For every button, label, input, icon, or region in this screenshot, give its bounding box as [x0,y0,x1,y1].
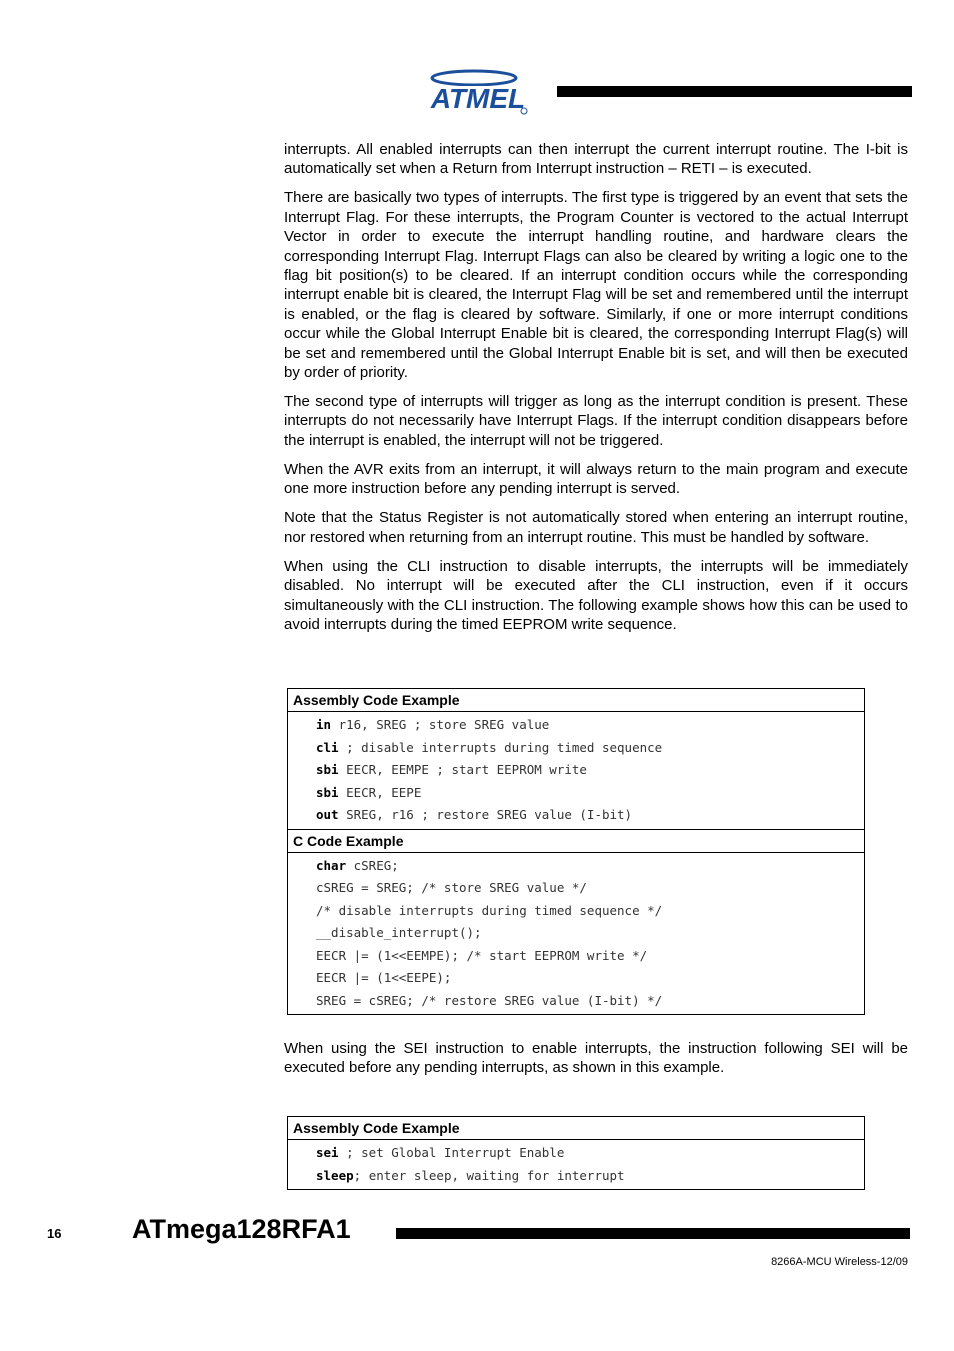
asm-code-header: Assembly Code Example [288,689,864,712]
paragraph: Note that the Status Register is not automatically stored when entering an interrupt routine, nor restored when returning from an interrupt routine. This must be handled by software. [284,509,908,546]
sei-text [284,1039,908,1078]
c-code-header: C Code Example [288,829,864,853]
svg-text:ATMEL: ATMEL [430,83,526,114]
code-line: out SREG, r16 ; restore SREG value (I-bit) [316,807,633,822]
code-line: EECR |= (1<<EEMPE); /* start EEPROM write */ [316,947,648,963]
code-line: char cSREG; [316,857,399,873]
paragraph: When the AVR exits from an interrupt, it will always return to the main program and execute one more instruction before any pending interrupt is served. [284,460,908,498]
paragraph: The second type of interrupts will trigger as long as the interrupt condition is present. These interrupts do not necessarily have Interrupt Flags. If the interrupt condition disappears before the interrupt is enabled, the interrupt will not be triggered. [284,393,908,449]
page-number: 16 [47,1226,62,1241]
paragraph: When using the CLI instruction to disable interrupts, the interrupts will be immediately disabled. No interrupt will be executed after the CLI instruction, even if it occurs simultaneously with the CLI instruction. The following example shows how this can be used to avoid interrupts during the timed EEPROM write sequence. [284,557,908,633]
code-line: __disable_interrupt(); [316,925,482,940]
asm-code-header: Assembly Code Example [288,1117,864,1140]
code-line: sleep; enter sleep, waiting for interrupt [316,1167,625,1183]
paragraph: There are basically two types of interrupts. The first type is triggered by an event that sets the Interrupt Flag. For these interrupts, the Program Counter is vectored to the actual Interrupt Vector in order to execute the interrupt handling routine, and hardware clears the corresponding Interrupt Flag. Interrupt Flags can also be cleared by writing a logic one to the flag bit position(s) to be cleared. If an interrupt condition occurs while the corresponding interrupt enable bit is cleared, the Interrupt Flag will be set and remembered until the interrupt is enabled, or the flag is cleared by software. Similarly, if one or more interrupt conditions occur while the Global Interrupt Enable bit is cleared, the corresponding Interrupt Flag(s) will be set and remembered until the Global Interrupt Enable bit is set, and will then be executed by order of priority. [284,189,908,382]
code-line: SREG = cSREG; /* restore SREG value (I-bit) */ [316,992,663,1008]
c-code-block [288,853,864,1015]
document-title: ATmega128RFA1 [132,1214,351,1244]
code-line: EECR |= (1<<EEPE); [316,970,452,985]
code-line: in r16, SREG ; store SREG value [316,717,550,732]
header-rule [557,86,912,97]
paragraph: interrupts. All enabled interrupts can then interrupt the current interrupt routine. The I-bit is automatically set when a Return from Interrupt instruction – RETI – is executed. [284,141,908,178]
code-line: cli ; disable interrupts during timed sequence [316,739,663,755]
paragraph: When using the SEI instruction to enable interrupts, the instruction following SEI will be executed before any pending interrupts, as shown in this example. [284,1040,908,1077]
intro-text [284,140,908,644]
footer-rule [396,1228,910,1239]
code-line: /* disable interrupts during timed sequence */ [316,902,663,918]
code-line: sei ; set Global Interrupt Enable [316,1145,565,1160]
asm-code-block [288,712,864,829]
code-line: sbi EECR, EEMPE ; start EEPROM write [316,762,587,777]
document-reference: 8266A-MCU Wireless-12/09 [771,1256,908,1268]
asm-code-block [288,1140,864,1189]
code-example-table-2 [287,1116,865,1190]
code-example-table [287,688,865,1015]
code-line: sbi EECR, EEPE [316,784,422,800]
atmel-logo [426,68,530,116]
code-line: cSREG = SREG; /* store SREG value */ [316,880,587,895]
